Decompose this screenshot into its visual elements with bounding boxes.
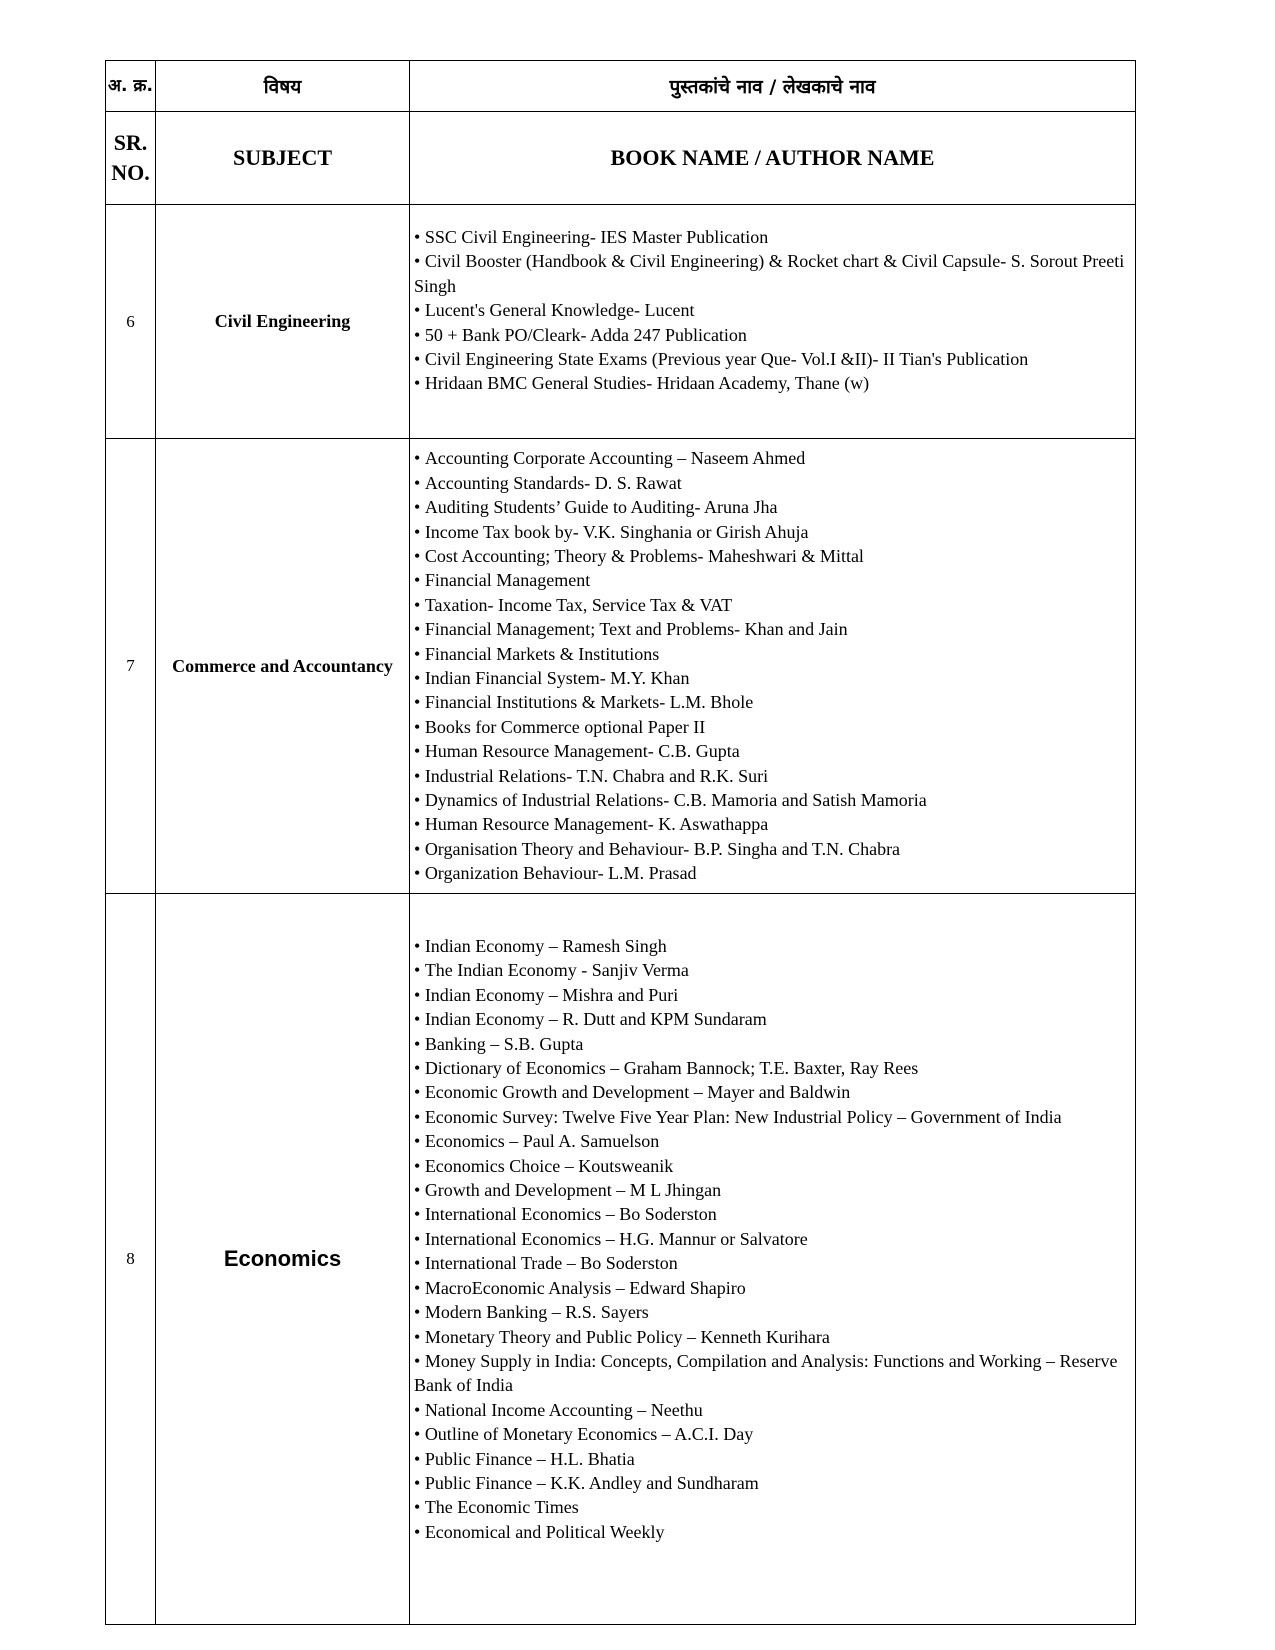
book-list-cell (410, 894, 1136, 1625)
subject-name: Civil Engineering (156, 205, 410, 439)
list-item: • MacroEconomic Analysis – Edward Shapiro (414, 1276, 1131, 1300)
list-item: • International Trade – Bo Soderston (414, 1251, 1131, 1275)
list-item: • The Indian Economy - Sanjiv Verma (414, 958, 1131, 982)
list-item: • Economical and Political Weekly (414, 1520, 1131, 1544)
list-item: • National Income Accounting – Neethu (414, 1398, 1131, 1422)
list-item: • Modern Banking – R.S. Sayers (414, 1300, 1131, 1324)
header-subject-english: SUBJECT (156, 112, 410, 205)
book-list (414, 446, 1131, 885)
list-item: • Auditing Students’ Guide to Auditing- Aruna Jha (414, 495, 1131, 519)
table-row (106, 439, 1136, 894)
list-item: • 50 + Bank PO/Cleark- Adda 247 Publication (414, 323, 1131, 347)
list-item: • Economics Choice – Koutsweanik (414, 1154, 1131, 1178)
list-item: • Financial Institutions & Markets- L.M. Bhole (414, 690, 1131, 714)
book-list-cell (410, 205, 1136, 439)
list-item: • Organisation Theory and Behaviour- B.P. Singha and T.N. Chabra (414, 837, 1131, 861)
list-item: • Cost Accounting; Theory & Problems- Maheshwari & Mittal (414, 544, 1131, 568)
list-item: • The Economic Times (414, 1495, 1131, 1519)
book-list (414, 934, 1131, 1544)
list-item: • Banking – S.B. Gupta (414, 1032, 1131, 1056)
list-item: • Indian Economy – Mishra and Puri (414, 983, 1131, 1007)
list-item: • SSC Civil Engineering- IES Master Publication (414, 225, 1131, 249)
list-item: • Outline of Monetary Economics – A.C.I. Day (414, 1422, 1131, 1446)
list-item: • Financial Management (414, 568, 1131, 592)
list-item: • Dynamics of Industrial Relations- C.B. Mamoria and Satish Mamoria (414, 788, 1131, 812)
list-item: • Growth and Development – M L Jhingan (414, 1178, 1131, 1202)
book-list (414, 225, 1131, 396)
list-item: • Financial Markets & Institutions (414, 642, 1131, 666)
list-item: • Accounting Corporate Accounting – Naseem Ahmed (414, 446, 1131, 470)
book-list-table (105, 60, 1136, 1625)
list-item: • Industrial Relations- T.N. Chabra and R.K. Suri (414, 764, 1131, 788)
serial-number: 7 (106, 439, 156, 894)
list-item: • Accounting Standards- D. S. Rawat (414, 471, 1131, 495)
list-item: • Taxation- Income Tax, Service Tax & VAT (414, 593, 1131, 617)
list-item: • Monetary Theory and Public Policy – Kenneth Kurihara (414, 1325, 1131, 1349)
list-item: • Income Tax book by- V.K. Singhania or Girish Ahuja (414, 520, 1131, 544)
header-row-english (106, 112, 1136, 205)
header-row-marathi (106, 61, 1136, 112)
table-row (106, 894, 1136, 1625)
header-book-english: BOOK NAME / AUTHOR NAME (410, 112, 1136, 205)
list-item: • Money Supply in India: Concepts, Compilation and Analysis: Functions and Working – Reserve Bank of India (414, 1349, 1131, 1398)
list-item: • Human Resource Management- K. Aswathappa (414, 812, 1131, 836)
list-item: • Organization Behaviour- L.M. Prasad (414, 861, 1131, 885)
list-item: • Lucent's General Knowledge- Lucent (414, 298, 1131, 322)
list-item: • Economic Survey: Twelve Five Year Plan: New Industrial Policy – Government of India (414, 1105, 1131, 1129)
list-item: • Indian Economy – R. Dutt and KPM Sundaram (414, 1007, 1131, 1031)
list-item: • Economics – Paul A. Samuelson (414, 1129, 1131, 1153)
list-item: • Economic Growth and Development – Mayer and Baldwin (414, 1080, 1131, 1104)
table-row (106, 205, 1136, 439)
list-item: • International Economics – Bo Soderston (414, 1202, 1131, 1226)
list-item: • Hridaan BMC General Studies- Hridaan Academy, Thane (w) (414, 371, 1131, 395)
subject-name: Commerce and Accountancy (156, 439, 410, 894)
list-item: • Books for Commerce optional Paper II (414, 715, 1131, 739)
list-item: • Public Finance – H.L. Bhatia (414, 1447, 1131, 1471)
list-item: • Civil Booster (Handbook & Civil Engineering) & Rocket chart & Civil Capsule- S. Sorout Preeti Singh (414, 249, 1131, 298)
header-book-marathi: पुस्तकांचे नाव / लेखकाचे नाव (410, 61, 1136, 112)
list-item: • Dictionary of Economics – Graham Bannock; T.E. Baxter, Ray Rees (414, 1056, 1131, 1080)
serial-number: 6 (106, 205, 156, 439)
subject-name: Economics (156, 894, 410, 1625)
header-sr-marathi: अ. क्र. (106, 61, 156, 112)
header-subject-marathi: विषय (156, 61, 410, 112)
serial-number: 8 (106, 894, 156, 1625)
list-item: • Indian Economy – Ramesh Singh (414, 934, 1131, 958)
list-item: • Public Finance – K.K. Andley and Sundharam (414, 1471, 1131, 1495)
list-item: • Civil Engineering State Exams (Previous year Que- Vol.I &II)- II Tian's Publication (414, 347, 1131, 371)
list-item: • International Economics – H.G. Mannur or Salvatore (414, 1227, 1131, 1251)
list-item: • Indian Financial System- M.Y. Khan (414, 666, 1131, 690)
list-item: • Human Resource Management- C.B. Gupta (414, 739, 1131, 763)
header-sr-english: SR. NO. (106, 112, 156, 205)
book-list-cell (410, 439, 1136, 894)
list-item: • Financial Management; Text and Problems- Khan and Jain (414, 617, 1131, 641)
